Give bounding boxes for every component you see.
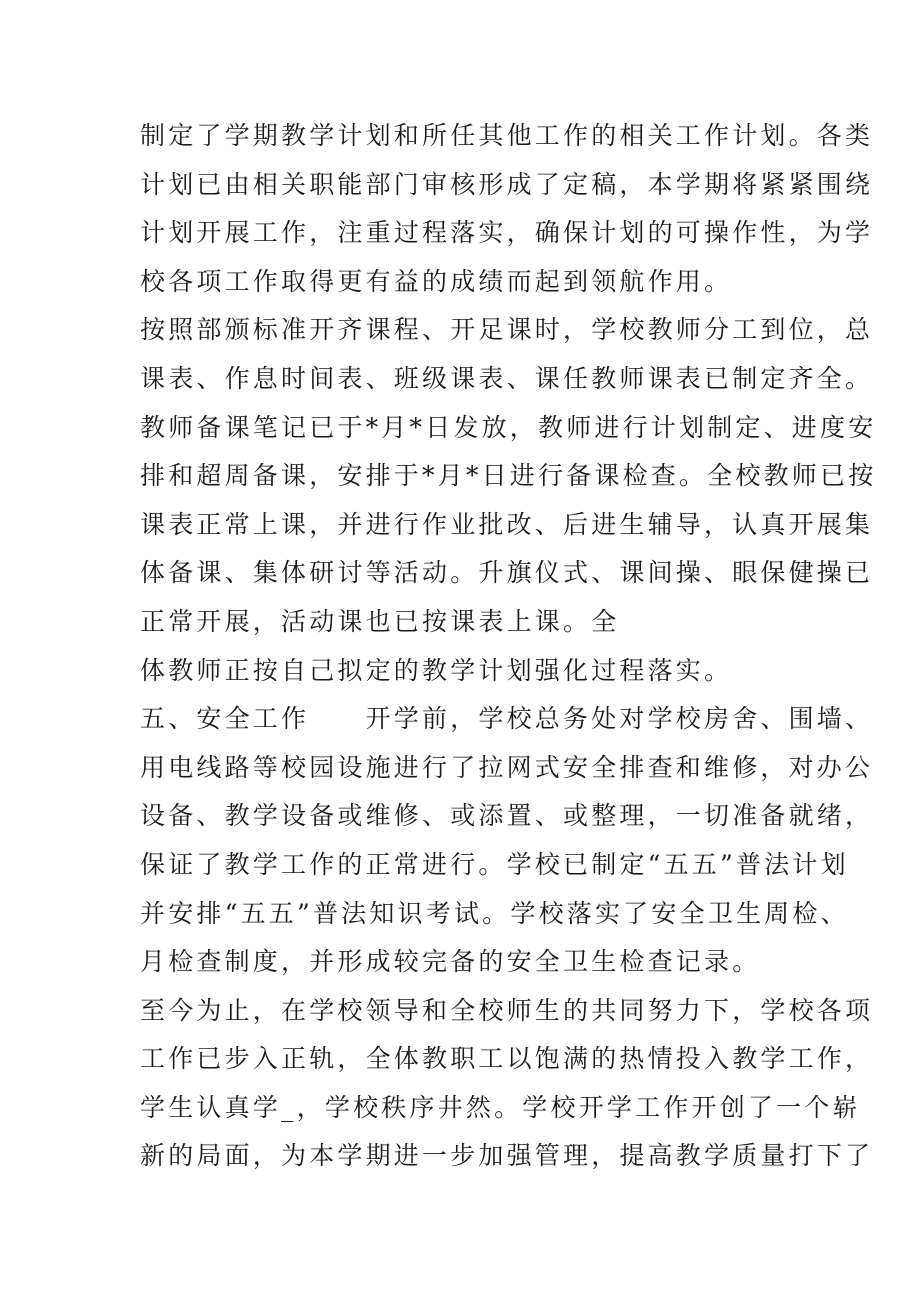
- text-line: 体备课、集体研讨等活动。升旗仪式、课间操、眼保健操已: [140, 558, 874, 588]
- section-heading-line: 五、安全工作 开学前，学校总务处对学校房舍、围墙、: [140, 704, 874, 734]
- text-line: 教师备课笔记已于*月*日发放，教师进行计划制定、进度安: [140, 412, 877, 442]
- text-line: 计划开展工作，注重过程落实，确保计划的可操作性，为学: [140, 218, 874, 248]
- text-line: 至今为止，在学校领导和全校师生的共同努力下，学校各项: [140, 995, 874, 1025]
- text-line: 体教师正按自己拟定的教学计划强化过程落实。: [140, 655, 733, 685]
- text-line: 排和超周备课，安排于*月*日进行备课检查。全校教师已按: [140, 461, 877, 491]
- text-line: 保证了教学工作的正常进行。学校已制定“五五”普法计划: [140, 849, 849, 879]
- text-line: 设备、教学设备或维修、或添置、或整理，一切准备就绪，: [140, 801, 874, 831]
- text-line: 按照部颁标准开齐课程、开足课时，学校教师分工到位，总: [140, 315, 874, 345]
- text-line: 月检查制度，并形成较完备的安全卫生检查记录。: [140, 947, 761, 977]
- document-body: [140, 112, 877, 1181]
- text-line: 用电线路等校园设施进行了拉网式安全排查和维修，对办公: [140, 752, 874, 782]
- text-line: 课表正常上课，并进行作业批改、后进生辅导，认真开展集: [140, 509, 874, 539]
- text-line: 正常开展，活动课也已按课表上课。全: [140, 606, 620, 636]
- text-line: 并安排“五五”普法知识考试。学校落实了安全卫生周检、: [140, 898, 849, 928]
- text-line: 计划已由相关职能部门审核形成了定稿，本学期将紧紧围绕: [140, 169, 874, 199]
- text-line: 工作已步入正轨，全体教职工以饱满的热情投入教学工作，: [140, 1044, 874, 1074]
- text-line: 制定了学期教学计划和所任其他工作的相关工作计划。各类: [140, 121, 874, 150]
- text-line: 新的局面，为本学期进一步加强管理，提高教学质量打下了: [140, 1141, 874, 1171]
- text-line: 课表、作息时间表、班级课表、课任教师课表已制定齐全。: [140, 363, 874, 393]
- text-line: 校各项工作取得更有益的成绩而起到领航作用。: [140, 266, 733, 296]
- text-line: 学生认真学_，学校秩序井然。学校开学工作开创了一个崭: [140, 1092, 861, 1122]
